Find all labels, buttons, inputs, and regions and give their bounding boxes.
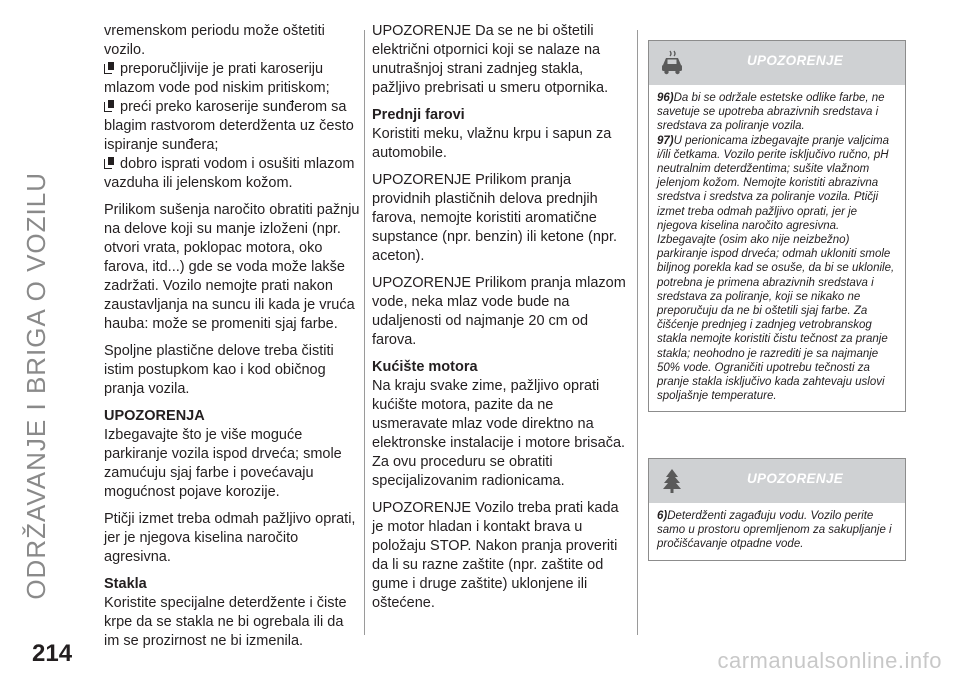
warning-box-car [648,40,906,412]
note-number: 97) [657,134,674,147]
side-chapter-title [16,40,56,600]
paragraph-winter: Na kraju svake zime, pažljivo oprati kućište motora, pazite da ne usmeravate mlaz vode direktno na elektronske instalacije i motore brisača. Za ovu proceduru se obratiti specijalizovanim radionicama. [372,378,626,489]
column-2 [372,22,626,621]
warning-note-97 [657,134,897,404]
bullet-item [104,60,360,98]
paragraph-intro: vremenskom periodu može oštetiti vozilo. [104,23,325,58]
bullet-icon [104,100,114,113]
heading-warnings: UPOZORENJA [104,408,205,424]
bullet-item [104,98,360,155]
paragraph-cloth: Koristiti meku, vlažnu krpu i sapun za automobile. [372,126,612,161]
paragraph-glass: Koristite specijalne deterdžente i čiste krpe da se stakla ne bi ogrebala ili da im se prozirnost ne bi izmenila. [104,595,347,649]
bullet-icon [104,157,114,170]
note-text: Deterdženti zagađuju vodu. Vozilo perite samo u prostoru opremljenom za sakupljanje i pročišćavanje otpadne vode. [657,510,892,551]
warning-header [649,459,905,503]
bullet-text: preporučljivije je prati karoseriju mlazom vode pod niskim pritiskom; [104,61,330,96]
side-chapter-title-text: ODRŽAVANJE I BRIGA O VOZILU [20,172,51,600]
note-number: 96) [657,92,674,104]
warning-title: UPOZORENJE [746,471,844,486]
warning-title: UPOZORENJE [746,53,844,68]
heading-engine: Kućište motora [372,359,478,375]
paragraph-birds: Ptičji izmet treba odmah pažljivo oprati, jer je njegova kiselina naročito agresivna. [104,511,356,565]
heading-glass: Stakla [104,576,147,592]
warning-body [649,503,905,560]
warning-header [649,41,905,85]
warning-box-environment [648,458,906,561]
column-divider-2 [637,30,638,635]
note-text: Da bi se održale estetske odlike farbe, ne savetuje se upotreba abrazivnih sredstava i sredstava za poliranje vozila. [657,92,885,133]
paragraph-trees: Izbegavajte što je više moguće parkiranje vozila ispod drveća; smole zamućuju sjaj farbe i povećavaju mogućnost pojave korozije. [104,427,342,500]
paragraph-drying: Prilikom sušenja naročito obratiti pažnju na delove koji su manje izloženi (npr. otvori vrata, poklopac motora, oko farova, itd...) gde se voda može lakše zadržati. Vozilo nemojte prati nakon zaustavljanja na suncu ili kada je vruća hauba: može se promeniti sjaj farbe. [104,202,360,332]
column-1 [104,22,360,659]
tree-icon [659,467,685,500]
car-wash-icon [659,49,685,82]
watermark: carmanualsonline.info [717,648,942,673]
warning-body [649,85,905,411]
bullet-item [104,155,360,193]
paragraph-distance: UPOZORENJE Prilikom pranja mlazom vode, neka mlaz vode bude na udaljenosti od najmanje 20 cm od farova. [372,275,626,348]
paragraph-rear-window: UPOZORENJE Da se ne bi oštetili električni otpornici koji se nalaze na unutrašnjoj strani zadnjeg stakla, pažljivo prebrisati u smeru otpornika. [372,23,609,96]
heading-headlights: Prednji farovi [372,107,465,123]
page-number: 214 [32,640,73,667]
warning-note-96 [657,91,897,134]
warning-note-6 [657,509,897,552]
paragraph-stop: UPOZORENJE Vozilo treba prati kada je motor hladan i kontakt brava u položaju STOP. Nakon pranja proveriti da li su razne zaštite (npr. zaštite od gume i druge zaštite) uklonjene ili oštećene. [372,500,619,611]
bullet-text: dobro isprati vodom i osušiti mlazom vazduha ili jelenskom kožom. [104,156,355,191]
note-text: U perionicama izbegavajte pranje valjcima i/ili četkama. Vozilo perite isključivo ručno, pH neutralnim deterdžentima; sušite vlažnom jelenjom kožom. Nemojte koristiti abrazivna sredstva i sredstva za poliranje vozila. Ptičji izmet treba odmah pažljivo oprati, jer je njegova kiselina naročito agresivna. Izbegavajte (osim ako nije neizbežno) parkiranje ispod drveća; odmah ukloniti smole biljnog porekla kad se osuše, da bi se uklonile, potrebna je primena abrazivnih sredstava i sredstava za poliranje, koji se nikako ne preporučuju da ne bi oštetili sjaj farbe. Za čišćenje prednjeg i zadnjeg vetrobranskog stakla nemojte koristiti čistu tečnost za pranje stakla; neohodno je razrediti je sa najmanje 50% vode. Ograničiti upotrebu tečnosti za pranje stakla isključivo kada zahtevaju uslovi spoljašnje temperature. [657,134,895,403]
bullet-icon [104,62,114,75]
paragraph-solvents: UPOZORENJE Prilikom pranja providnih plastičnih delova prednjih farova, nemojte koristiti aromatične supstance (npr. benzin) ili ketone (npr. aceton). [372,172,618,264]
paragraph-plastic: Spoljne plastične delove treba čistiti istim postupkom kao i kod običnog pranja vozila. [104,343,334,397]
bullet-text: preći preko karoserije sunđerom sa blagim rastvorom deterdženta uz često ispiranje sunđera; [104,99,354,153]
note-number: 6) [657,510,668,522]
column-divider-1 [364,30,365,635]
